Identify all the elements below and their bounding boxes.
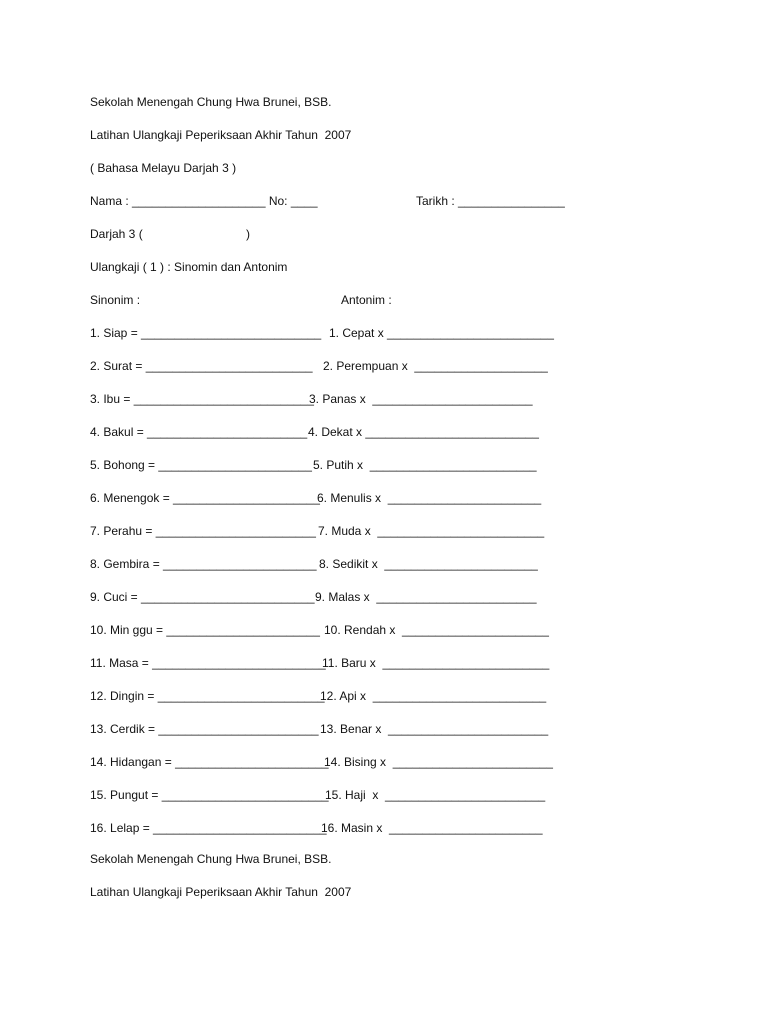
sinonim-item: 3. Ibu = ___________________________ [90, 392, 314, 406]
sinonim-item: 10. Min ggu = _______________________ [90, 623, 320, 637]
sinonim-item: 5. Bohong = _______________________ [90, 458, 312, 472]
sinonim-item: 14. Hidangan = _______________________ [90, 755, 329, 769]
exam-title: Latihan Ulangkaji Peperiksaan Akhir Tahun 2007 [90, 128, 352, 142]
sinonim-item: 9. Cuci = __________________________ [90, 590, 315, 604]
section-title: Ulangkaji ( 1 ) : Sinomin dan Antonim [90, 260, 288, 274]
antonim-item: 1. Cepat x _________________________ [329, 326, 554, 340]
name-number-field: Nama : ____________________ No: ____ [90, 194, 318, 208]
antonim-item: 3. Panas x ________________________ [309, 392, 533, 406]
antonim-label: Antonim : [341, 293, 392, 307]
antonim-item: 10. Rendah x ______________________ [324, 623, 549, 637]
antonim-item: 5. Putih x _________________________ [313, 458, 537, 472]
sinonim-item: 2. Surat = _________________________ [90, 359, 313, 373]
sinonim-item: 7. Perahu = ________________________ [90, 524, 316, 538]
antonim-item: 9. Malas x ________________________ [315, 590, 537, 604]
antonim-item: 12. Api x __________________________ [320, 689, 547, 703]
sinonim-item: 16. Lelap = __________________________ [90, 821, 327, 835]
sinonim-item: 8. Gembira = _______________________ [90, 557, 317, 571]
sinonim-item: 13. Cerdik = ________________________ [90, 722, 319, 736]
antonim-item: 15. Haji x ________________________ [325, 788, 546, 802]
date-field: Tarikh : ________________ [416, 194, 565, 208]
antonim-item: 4. Dekat x __________________________ [308, 425, 539, 439]
sinonim-item: 1. Siap = ___________________________ [90, 326, 322, 340]
antonim-item: 7. Muda x _________________________ [318, 524, 545, 538]
antonim-item: 14. Bising x ________________________ [324, 755, 553, 769]
school-name: Sekolah Menengah Chung Hwa Brunei, BSB. [90, 95, 332, 109]
antonim-item: 8. Sedikit x _______________________ [319, 557, 538, 571]
sinonim-item: 15. Pungut = _________________________ [90, 788, 329, 802]
sinonim-item: 11. Masa = __________________________ [90, 656, 326, 670]
antonim-item: 13. Benar x ________________________ [320, 722, 549, 736]
sinonim-item: 12. Dingin = _________________________ [90, 689, 325, 703]
footer-school-name: Sekolah Menengah Chung Hwa Brunei, BSB. [90, 852, 332, 866]
class-field: Darjah 3 ( ) [90, 227, 251, 241]
antonim-item: 6. Menulis x _______________________ [317, 491, 542, 505]
subject-title: ( Bahasa Melayu Darjah 3 ) [90, 161, 237, 175]
antonim-item: 16. Masin x _______________________ [321, 821, 543, 835]
antonim-item: 11. Baru x _________________________ [322, 656, 550, 670]
antonim-item: 2. Perempuan x ____________________ [323, 359, 548, 373]
sinonim-item: 6. Menengok = ______________________ [90, 491, 320, 505]
sinonim-item: 4. Bakul = ________________________ [90, 425, 308, 439]
sinonim-label: Sinonim : [90, 293, 141, 307]
footer-exam-title: Latihan Ulangkaji Peperiksaan Akhir Tahun 2007 [90, 885, 352, 899]
